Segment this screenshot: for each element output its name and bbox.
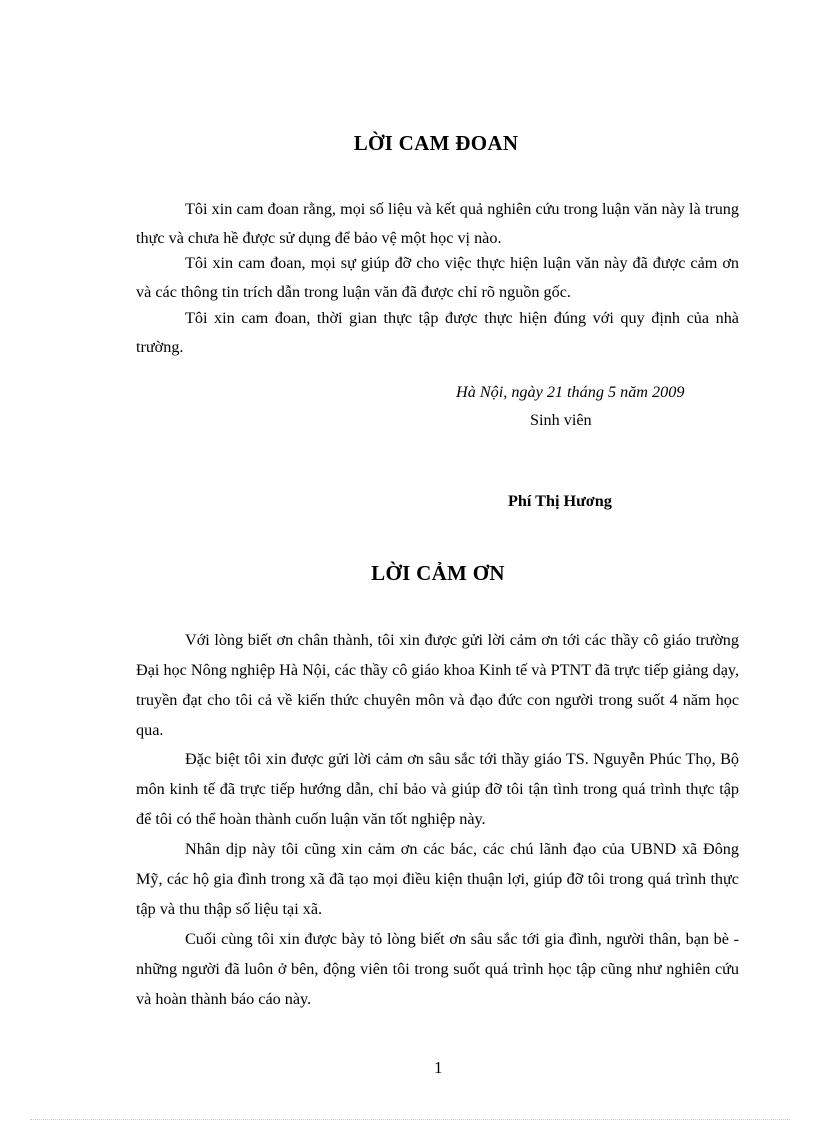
acknowledgement-title: LỜI CẢM ƠN <box>371 561 505 585</box>
declaration-paragraph-3: Tôi xin cam đoan, thời gian thực tập được thực hiện đúng với quy định của nhà trường. <box>136 309 739 356</box>
declaration-paragraph-1: Tôi xin cam đoan rằng, mọi số liệu và kết quả nghiên cứu trong luận văn này là trung thực và chưa hề được sử dụng để bảo vệ một học vị nào. <box>136 200 739 247</box>
signer-name: Phí Thị Hương <box>508 492 612 510</box>
acknowledgement-paragraph-3: Nhân dịp này tôi cũng xin cảm ơn các bác, các chú lãnh đạo của UBND xã Đông Mỹ, các hộ gia đình trong xã đã tạo mọi điều kiện thuận lợi, giúp đỡ tôi trong quá trình thực tập và thu thập số liệu tại xã. <box>136 840 739 918</box>
acknowledgement-paragraph-1: Với lòng biết ơn chân thành, tôi xin được gửi lời cảm ơn tới các thầy cô giáo trường Đại học Nông nghiệp Hà Nội, các thầy cô giáo khoa Kinh tế và PTNT đã trực tiếp giảng dạy, truyền đạt cho tôi cả về kiến thức chuyên môn và đạo đức con người trong suốt 4 năm học qua. <box>136 631 739 739</box>
declaration-paragraph-2: Tôi xin cam đoan, mọi sự giúp đỡ cho việc thực hiện luận văn này đã được cảm ơn và các thông tin trích dẫn trong luận văn đã được chỉ rõ nguồn gốc. <box>136 254 739 301</box>
place-and-date: Hà Nội, ngày 21 tháng 5 năm 2009 <box>456 383 685 401</box>
declaration-title: LỜI CAM ĐOAN <box>353 131 519 155</box>
signer-role: Sinh viên <box>530 411 592 429</box>
acknowledgement-paragraph-4: Cuối cùng tôi xin được bày tỏ lòng biết ơn sâu sắc tới gia đình, người thân, bạn bè - những người đã luôn ở bên, động viên tôi trong suốt quá trình học tập cũng như nghiên cứu và hoàn thành báo cáo này. <box>136 930 739 1008</box>
acknowledgement-paragraph-2: Đặc biệt tôi xin được gửi lời cảm ơn sâu sắc tới thầy giáo TS. Nguyễn Phúc Thọ, Bộ môn kinh tế đã trực tiếp hướng dẫn, chỉ bảo và giúp đỡ tôi tận tình trong quá trình thực tập để tôi có thể hoàn thành cuốn luận văn tốt nghiệp này. <box>136 750 739 828</box>
page-bottom-divider <box>30 1119 790 1120</box>
page-number: 1 <box>434 1058 443 1077</box>
